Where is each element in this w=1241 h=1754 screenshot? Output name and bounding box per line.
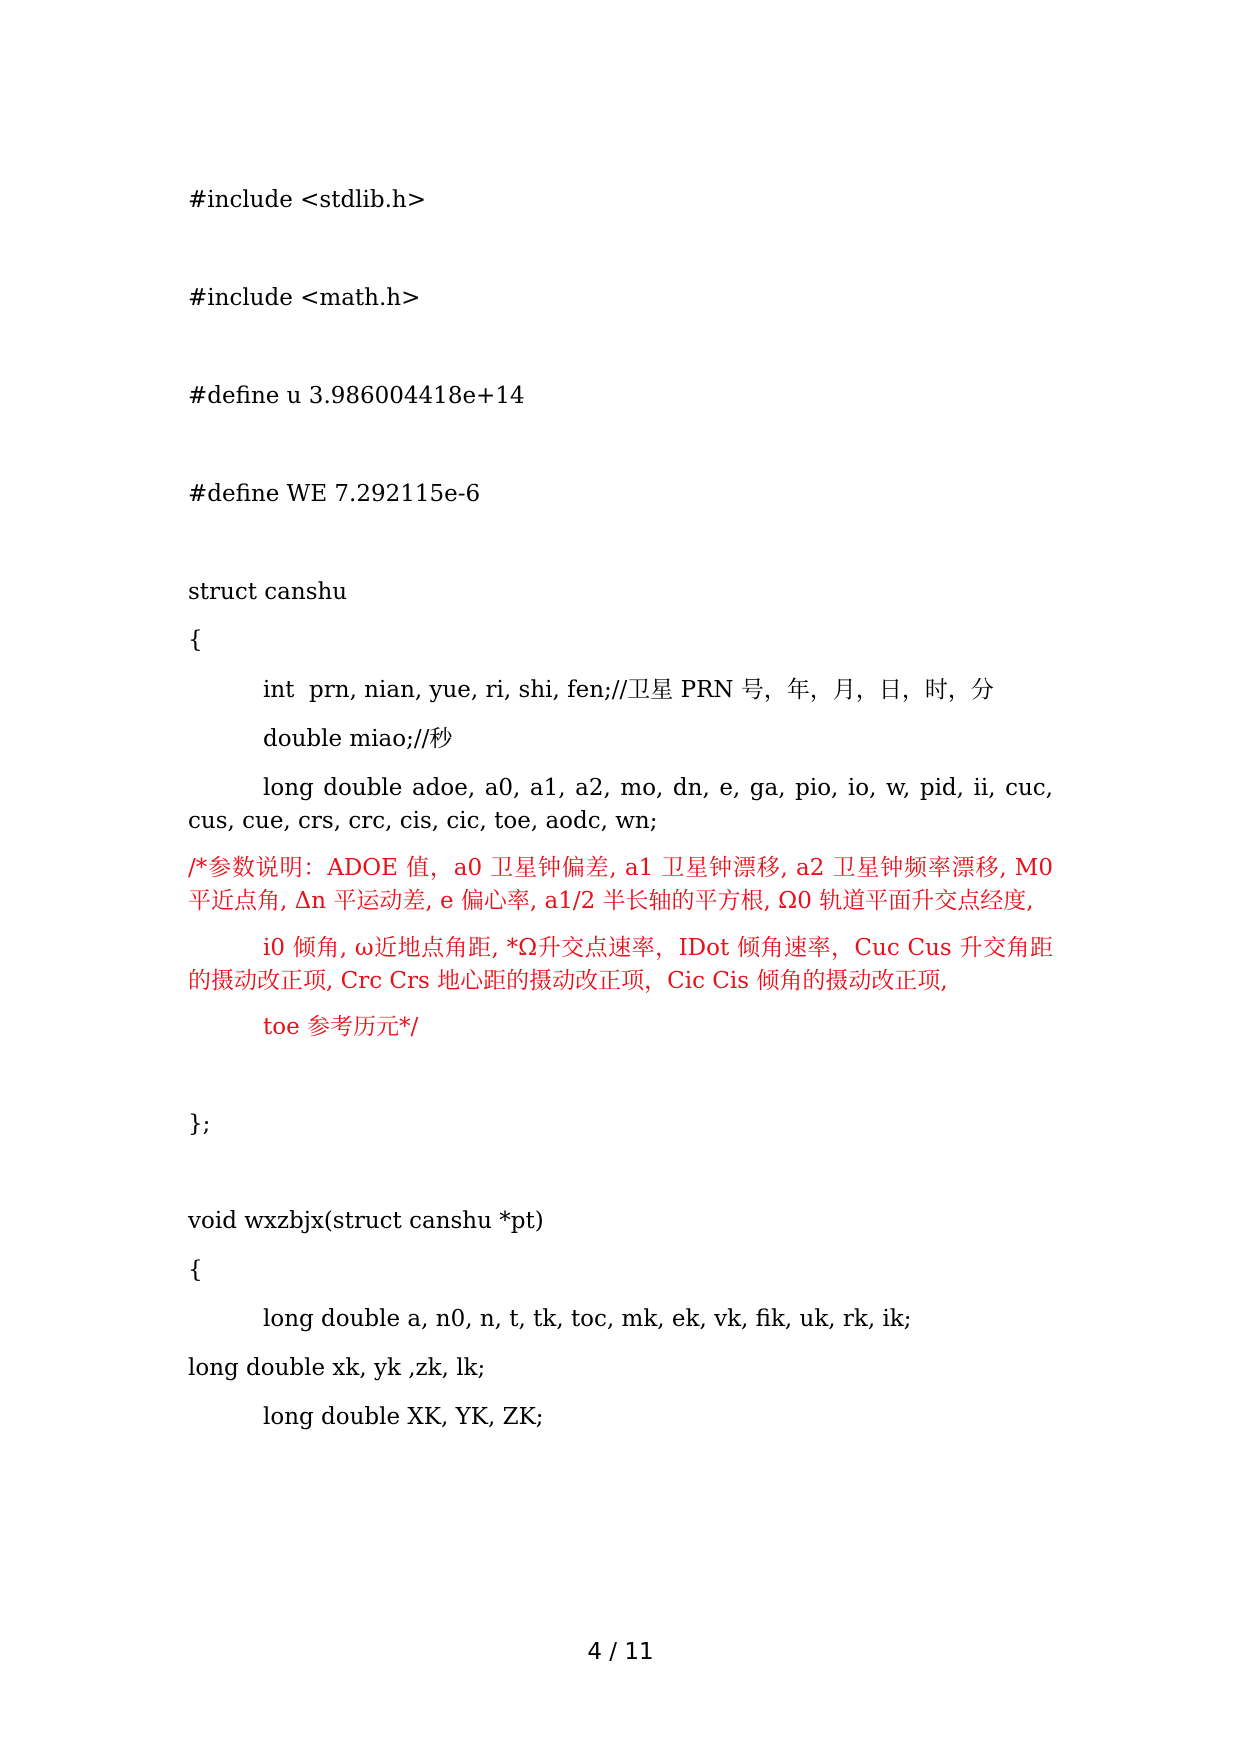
param-comment-3: toe 参考历元*/ xyxy=(263,1014,419,1040)
include-math: #include <math.h> xyxy=(188,285,421,311)
function-decl-3: long double XK, YK, ZK; xyxy=(263,1404,544,1430)
function-open-brace: { xyxy=(188,1257,203,1283)
struct-long-double-fields: long double adoe, a0, a1, a2, mo, dn, e, ga, pio, io, w, pid, ii, cuc, cus, cue, crs, crc, cis, cic, toe, aodc, wn; xyxy=(188,775,1053,834)
page-number: 4 / 11 xyxy=(587,1639,654,1665)
struct-int-fields: int prn, nian, yue, ri, shi, fen;//卫星 PRN 号，年，月，日，时，分 xyxy=(263,677,994,703)
define-u: #define u 3.986004418e+14 xyxy=(188,383,525,409)
struct-double-field: double miao;//秒 xyxy=(263,726,453,752)
define-we: #define WE 7.292115e-6 xyxy=(188,481,481,507)
function-decl-1: long double a, n0, n, t, tk, toc, mk, ek, vk, fik, uk, rk, ik; xyxy=(263,1306,912,1332)
struct-close-brace: }; xyxy=(188,1111,211,1137)
struct-open-brace: { xyxy=(188,627,203,653)
function-signature: void wxzbjx(struct canshu *pt) xyxy=(188,1208,544,1234)
function-decl-2: long double xk, yk ,zk, lk; xyxy=(188,1355,486,1381)
struct-declaration: struct canshu xyxy=(188,579,348,605)
param-comment-1: /*参数说明：ADOE 值，a0 卫星钟偏差, a1 卫星钟漂移, a2 卫星钟频率漂移, M0 平近点角, Δn 平运动差, e 偏心率, a1/2 半长轴的平方根, Ω0 轨道平面升交点经度, xyxy=(188,855,1053,914)
include-stdlib: #include <stdlib.h> xyxy=(188,187,427,213)
param-comment-2: i0 倾角, ω近地点角距, *Ω升交点速率，IDot 倾角速率，Cuc Cus 升交角距的摄动改正项, Crc Crs 地心距的摄动改正项，Cic Cis 倾角的摄动改正项, xyxy=(188,935,1053,994)
